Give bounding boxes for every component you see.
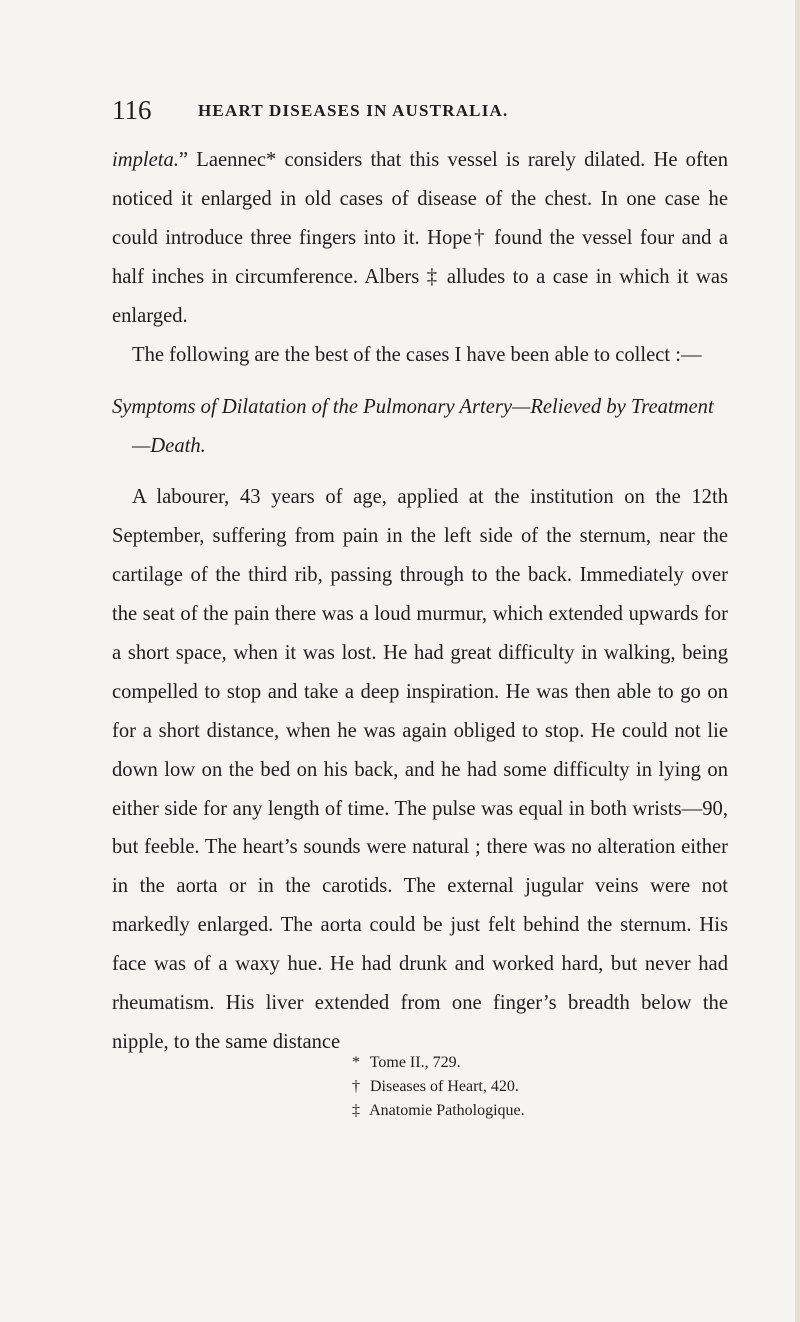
- footnote-symbol: *: [352, 1054, 360, 1071]
- section-heading: Symptoms of Dilatation of the Pulmonary Artery—Relieved by Treatment—Death.: [112, 396, 714, 458]
- latin-word: impleta.: [112, 149, 179, 171]
- footnote-symbol: ‡: [352, 1102, 360, 1119]
- footnote: [352, 1051, 525, 1075]
- footnote-text: Anatomie Pathologique.: [369, 1102, 525, 1119]
- footnote-symbol: †: [352, 1078, 360, 1095]
- page-number: 116: [112, 95, 152, 125]
- running-title: HEART DISEASES IN AUSTRALIA.: [198, 101, 509, 120]
- paragraph-continuation-text: ” Laennec* considers that this vessel is rarely dilated. He often noticed it enlarged in old cases of disease of the chest. In one case he could introduce three fingers into it. Hope† found the vessel four and a half inches in circumference. Albers ‡ alludes to a case in which it was enlarged.: [112, 149, 728, 327]
- paragraph-case: A labourer, 43 years of age, applied at the institution on the 12th September, suffering from pain in the left side of the sternum, near the cartilage of the third rib, passing through to the back. Immediately over the seat of the pain there was a loud murmur, which extended upwards for a short space, when it was lost. He had great difficulty in walking, being compelled to stop and take a deep inspiration. He was then able to go on for a short distance, when he was again obliged to stop. He could not lie down low on the bed on his back, and he had some difficulty in lying on either side for any length of time. The pulse was equal in both wrists—90, but feeble. The heart’s sounds were natural ; there was no alteration either in the aorta or in the carotids. The external jugular veins were not markedly enlarged. The aorta could be just felt behind the sternum. His face was of a waxy hue. He had drunk and worked hard, but never had rheumatism. His liver extended from one finger’s breadth below the nipple, to the same distance: [112, 486, 728, 1053]
- footnote-text: Tome II., 729.: [369, 1054, 461, 1071]
- footnote-text: Diseases of Heart, 420.: [370, 1078, 519, 1095]
- footnotes: [352, 1051, 525, 1123]
- paragraph-intro: The following are the best of the cases I have been able to collect :—: [132, 343, 702, 366]
- body-text: [112, 141, 728, 1062]
- footnote: [352, 1075, 525, 1099]
- paragraph-continuation: [112, 141, 728, 336]
- footnote: [352, 1099, 525, 1123]
- running-head: [0, 90, 800, 130]
- page-edge: [795, 0, 800, 1322]
